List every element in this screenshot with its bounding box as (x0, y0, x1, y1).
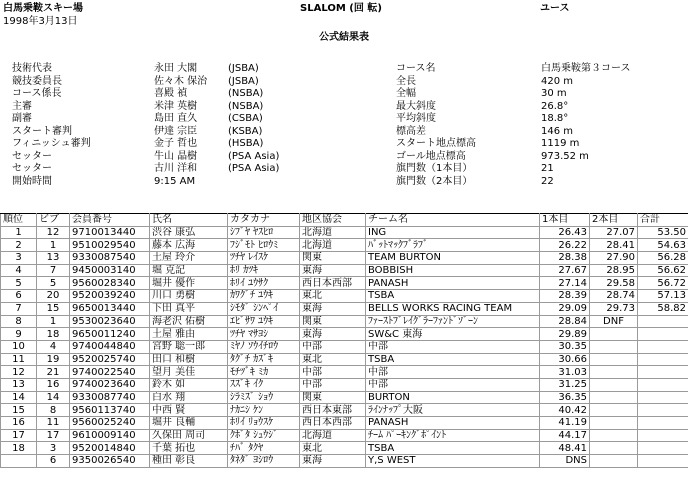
official-name: 喜殿 禎 (154, 88, 188, 99)
header-member-no: 会員番号 (70, 214, 150, 227)
cell-bib: 1 (37, 239, 70, 252)
course-label: 全幅 (396, 88, 416, 99)
cell-run2 (590, 378, 638, 391)
course-label: 最大斜度 (396, 100, 436, 112)
cell-run1: 31.25 (540, 378, 590, 391)
results-table (0, 213, 688, 468)
cell-bib: 1 (37, 315, 70, 328)
table-row (1, 252, 688, 265)
course-value: 30 m (541, 88, 567, 99)
cell-name: 千葉 拓也 (150, 442, 228, 455)
cell-total: 53.50 (638, 226, 688, 239)
cell-name: 土屋 玲介 (150, 252, 228, 265)
course-value: 22 (541, 175, 554, 187)
cell-run1: 26.43 (540, 226, 590, 239)
cell-total (638, 315, 688, 328)
cell-katakana: ﾎﾘｲ ﾘｮｳｽｹ (228, 417, 300, 430)
table-row (1, 340, 688, 353)
table-row (1, 417, 688, 430)
cell-total (638, 340, 688, 353)
cell-rank: 9 (1, 328, 37, 341)
cell-run2 (590, 391, 638, 404)
cell-katakana: ｶﾜｸﾞﾁ ﾕｳｷ (228, 290, 300, 303)
cell-rank: 2 (1, 239, 37, 252)
table-row (1, 391, 688, 404)
official-org: (KSBA) (228, 125, 263, 137)
official-role: 副審 (12, 113, 32, 124)
cell-member-no: 9740022540 (70, 366, 150, 379)
cell-total: 54.63 (638, 239, 688, 252)
cell-katakana: ｼﾗﾐｽﾞ ｼｮｳ (228, 391, 300, 404)
cell-region: 西日本西部 (300, 277, 366, 290)
cell-katakana: ｽｽﾞｷ ｲｸ (228, 378, 300, 391)
table-row (1, 404, 688, 417)
cell-team: TSBA (366, 353, 540, 366)
cell-team: TSBA (366, 442, 540, 455)
table-row (1, 277, 688, 290)
official-org: (HSBA) (228, 138, 264, 149)
cell-rank (1, 455, 37, 468)
official-role: コース係長 (12, 88, 62, 99)
course-row (0, 101, 688, 114)
cell-region: 北海道 (300, 429, 366, 442)
cell-member-no: 9740044840 (70, 340, 150, 353)
cell-member-no: 9650011240 (70, 328, 150, 341)
cell-member-no: 9330087540 (70, 252, 150, 265)
cell-bib: 13 (37, 252, 70, 265)
cell-member-no: 9520039240 (70, 290, 150, 303)
cell-region: 東海 (300, 328, 366, 341)
cell-bib: 14 (37, 391, 70, 404)
cell-name: 中西 賢 (150, 404, 228, 417)
table-row (1, 290, 688, 303)
course-label: ゴール地点標高 (396, 150, 466, 162)
course-value: 白馬乗鞍第３コース (541, 63, 631, 74)
table-row (1, 302, 688, 315)
cell-team: BOBBISH (366, 264, 540, 277)
cell-rank: 15 (1, 404, 37, 417)
cell-total: 56.72 (638, 277, 688, 290)
cell-team: TSBA (366, 290, 540, 303)
official-name: 牛山 晶樹 (154, 150, 198, 162)
cell-name: 白水 翔 (150, 391, 228, 404)
table-row (1, 315, 688, 328)
cell-team: 中部 (366, 378, 540, 391)
cell-team: BURTON (366, 391, 540, 404)
cell-rank: 13 (1, 378, 37, 391)
cell-member-no: 9350026540 (70, 455, 150, 468)
cell-rank: 16 (1, 417, 37, 430)
cell-run1: 40.42 (540, 404, 590, 417)
header-run1: 1本目 (540, 214, 590, 227)
cell-name: 堀井 良輔 (150, 417, 228, 430)
cell-rank: 7 (1, 302, 37, 315)
cell-member-no: 9520025740 (70, 353, 150, 366)
cell-katakana: ﾀｸﾞﾁ ｶｽﾞｷ (228, 353, 300, 366)
official-name: 米津 英樹 (154, 100, 198, 112)
cell-total (638, 366, 688, 379)
table-row (1, 429, 688, 442)
cell-name: 望月 美佳 (150, 366, 228, 379)
cell-region: 東海 (300, 455, 366, 468)
cell-run2 (590, 404, 638, 417)
cell-team: ﾊﾞｯﾄﾏｯｸﾌﾞﾗﾌﾞ (366, 239, 540, 252)
category-label: ユース (540, 3, 570, 14)
header-region: 地区協会 (300, 214, 366, 227)
cell-bib: 17 (37, 429, 70, 442)
cell-name: 宮野 聡一郎 (150, 340, 228, 353)
header-total: 合計 (638, 214, 688, 227)
cell-name: 種田 彰良 (150, 455, 228, 468)
cell-name: 川口 勇樹 (150, 290, 228, 303)
course-value: 1119 m (541, 138, 580, 149)
event-title: SLALOM (回 転) (300, 3, 382, 14)
cell-member-no: 9530023640 (70, 315, 150, 328)
cell-total: 58.82 (638, 302, 688, 315)
cell-katakana: ﾁﾊﾞ ﾀｸﾔ (228, 442, 300, 455)
table-row (1, 455, 688, 468)
cell-katakana: ﾂﾁﾔ ﾏｻﾖｼ (228, 328, 300, 341)
cell-run1: 29.09 (540, 302, 590, 315)
cell-rank: 12 (1, 366, 37, 379)
cell-rank: 6 (1, 290, 37, 303)
cell-region: 東北 (300, 353, 366, 366)
cell-team: SW&C 東海 (366, 328, 540, 341)
cell-region: 東北 (300, 442, 366, 455)
table-header-row (1, 214, 688, 227)
official-org: (NSBA) (228, 88, 264, 99)
cell-bib: 3 (37, 442, 70, 455)
course-value: 21 (541, 163, 554, 174)
cell-member-no: 9710013440 (70, 226, 150, 239)
cell-katakana: ｴﾋﾞｻﾜ ﾕｳｷ (228, 315, 300, 328)
table-row (1, 353, 688, 366)
cell-rank: 11 (1, 353, 37, 366)
official-org: (CSBA) (228, 113, 263, 124)
cell-total (638, 328, 688, 341)
cell-rank: 10 (1, 340, 37, 353)
official-org: (PSA Asia) (228, 150, 280, 162)
cell-run2: 29.73 (590, 302, 638, 315)
official-role: スタート審判 (12, 125, 72, 137)
cell-run2 (590, 340, 638, 353)
course-value: 973.52 m (541, 150, 589, 162)
official-name: 古川 洋和 (154, 163, 198, 174)
cell-run2 (590, 455, 638, 468)
cell-name: 堀井 優作 (150, 277, 228, 290)
cell-bib: 4 (37, 340, 70, 353)
cell-member-no: 9510029540 (70, 239, 150, 252)
cell-run1: 27.67 (540, 264, 590, 277)
cell-katakana: ｼﾌﾞﾔ ﾔｽﾋﾛ (228, 226, 300, 239)
cell-run2 (590, 328, 638, 341)
cell-team: ﾁｰﾑ ﾊﾟｰｷﾝｸﾞﾎﾟｲﾝﾄ (366, 429, 540, 442)
cell-bib: 16 (37, 378, 70, 391)
cell-run2 (590, 429, 638, 442)
cell-total (638, 417, 688, 430)
cell-team: 中部 (366, 340, 540, 353)
cell-total: 56.28 (638, 252, 688, 265)
cell-name: 堀 克記 (150, 264, 228, 277)
cell-member-no: 9520014840 (70, 442, 150, 455)
cell-name: 藤本 広海 (150, 239, 228, 252)
official-role: 技術代表 (12, 63, 52, 74)
cell-run1: DNS (540, 455, 590, 468)
cell-run2 (590, 417, 638, 430)
cell-run2: 27.90 (590, 252, 638, 265)
cell-bib: 12 (37, 226, 70, 239)
table-row (1, 264, 688, 277)
cell-rank: 8 (1, 315, 37, 328)
header-katakana: カタカナ (228, 214, 300, 227)
cell-run1: 26.22 (540, 239, 590, 252)
cell-rank: 4 (1, 264, 37, 277)
course-label: 全長 (396, 75, 416, 87)
cell-total (638, 353, 688, 366)
official-role: セッター (12, 150, 52, 162)
header-rank: 順位 (1, 214, 37, 227)
cell-bib: 19 (37, 353, 70, 366)
cell-member-no: 9560025240 (70, 417, 150, 430)
cell-team: ﾌｧｰｽﾄﾌﾞﾚｲｸﾞﾗｰﾌｧﾝﾄﾞｿﾞｰﾝ (366, 315, 540, 328)
official-org: (PSA Asia) (228, 163, 280, 174)
cell-run1: 30.66 (540, 353, 590, 366)
cell-run2 (590, 366, 638, 379)
cell-bib: 7 (37, 264, 70, 277)
official-name: 佐々木 保治 (154, 75, 208, 87)
course-label: 標高差 (396, 125, 426, 137)
official-name: 伊達 宗臣 (154, 125, 198, 137)
table-row (1, 366, 688, 379)
official-role: セッター (12, 163, 52, 174)
course-value: 146 m (541, 125, 574, 137)
cell-run2: DNF (590, 315, 638, 328)
cell-rank: 18 (1, 442, 37, 455)
cell-run1: 29.89 (540, 328, 590, 341)
header-run2: 2本目 (590, 214, 638, 227)
cell-run1: 44.17 (540, 429, 590, 442)
cell-total (638, 404, 688, 417)
cell-team: ﾗｲﾝﾅｯﾌﾟ大阪 (366, 404, 540, 417)
cell-member-no: 9740023640 (70, 378, 150, 391)
course-label: 旗門数（1本目） (396, 163, 473, 174)
cell-member-no: 9560113740 (70, 404, 150, 417)
cell-region: 西日本東部 (300, 404, 366, 417)
course-label: コース名 (396, 63, 436, 74)
cell-rank: 3 (1, 252, 37, 265)
cell-run1: 36.35 (540, 391, 590, 404)
cell-name: 田口 和樹 (150, 353, 228, 366)
cell-name: 海老沢 佑樹 (150, 315, 228, 328)
cell-bib: 11 (37, 417, 70, 430)
cell-member-no: 9650013440 (70, 302, 150, 315)
course-row (0, 176, 688, 189)
cell-run1: 28.38 (540, 252, 590, 265)
cell-total (638, 429, 688, 442)
cell-team: Y,S WEST (366, 455, 540, 468)
cell-region: 北海道 (300, 226, 366, 239)
course-row (0, 126, 688, 139)
cell-rank: 17 (1, 429, 37, 442)
table-row (1, 328, 688, 341)
cell-bib: 18 (37, 328, 70, 341)
course-value: 420 m (541, 75, 574, 87)
event-date: 1998年3月13日 (3, 16, 78, 27)
cell-member-no: 9450003140 (70, 264, 150, 277)
official-name: 島田 直久 (154, 113, 198, 124)
cell-bib: 5 (37, 277, 70, 290)
cell-bib: 21 (37, 366, 70, 379)
cell-region: 中部 (300, 366, 366, 379)
cell-rank: 1 (1, 226, 37, 239)
course-label: スタート地点標高 (396, 138, 476, 149)
cell-name: 鈴木 如 (150, 378, 228, 391)
cell-katakana: ﾀﾈﾀﾞ ﾖｼﾛｳ (228, 455, 300, 468)
cell-katakana: ﾓﾁﾂﾞｷ ﾐｶ (228, 366, 300, 379)
cell-run2: 27.07 (590, 226, 638, 239)
cell-team: TEAM BURTON (366, 252, 540, 265)
cell-member-no: 9560028340 (70, 277, 150, 290)
cell-name: 下田 真平 (150, 302, 228, 315)
cell-run2: 28.41 (590, 239, 638, 252)
cell-region: 北海道 (300, 239, 366, 252)
course-value: 18.8° (541, 113, 569, 124)
course-row (0, 76, 688, 89)
cell-name: 土屋 雅由 (150, 328, 228, 341)
course-row (0, 88, 688, 101)
official-name: 金子 哲也 (154, 138, 198, 149)
course-row (0, 113, 688, 126)
cell-katakana: ﾂﾁﾔ ﾚｲｽｹ (228, 252, 300, 265)
table-row (1, 239, 688, 252)
cell-bib: 20 (37, 290, 70, 303)
official-role: 競技委員長 (12, 75, 62, 87)
header-bib: ビブ (37, 214, 70, 227)
course-row (0, 163, 688, 176)
course-row (0, 151, 688, 164)
table-row (1, 442, 688, 455)
cell-total: 57.13 (638, 290, 688, 303)
course-label: 平均斜度 (396, 113, 436, 124)
header-name: 氏名 (150, 214, 228, 227)
cell-run1: 41.19 (540, 417, 590, 430)
cell-rank: 14 (1, 391, 37, 404)
cell-team: BELLS WORKS RACING TEAM (366, 302, 540, 315)
cell-team: 中部 (366, 366, 540, 379)
course-value: 26.8° (541, 100, 569, 112)
official-name: 9:15 AM (154, 175, 196, 187)
header-team: チーム名 (366, 214, 540, 227)
cell-katakana: ｼﾓﾀﾞ ｼﾝﾍﾟｲ (228, 302, 300, 315)
cell-region: 東海 (300, 302, 366, 315)
course-row (0, 138, 688, 151)
official-org: (JSBA) (228, 63, 259, 74)
table-body (1, 226, 688, 467)
cell-katakana: ﾅｶﾆｼ ｹﾝ (228, 404, 300, 417)
cell-bib: 6 (37, 455, 70, 468)
cell-name: 渋谷 康弘 (150, 226, 228, 239)
cell-total (638, 391, 688, 404)
table-row (1, 378, 688, 391)
cell-bib: 8 (37, 404, 70, 417)
cell-katakana: ﾎﾘｲ ﾕｳｻｸ (228, 277, 300, 290)
cell-run1: 31.03 (540, 366, 590, 379)
cell-member-no: 9610009140 (70, 429, 150, 442)
cell-team: ING (366, 226, 540, 239)
cell-run1: 30.35 (540, 340, 590, 353)
course-row (0, 63, 688, 76)
cell-run2: 29.58 (590, 277, 638, 290)
cell-team: PANASH (366, 277, 540, 290)
cell-team: PANASH (366, 417, 540, 430)
cell-katakana: ﾌｼﾞﾓﾄ ﾋﾛｳﾐ (228, 239, 300, 252)
cell-region: 中部 (300, 378, 366, 391)
cell-run2 (590, 353, 638, 366)
cell-katakana: ﾎﾘ ｶﾂｷ (228, 264, 300, 277)
cell-region: 東北 (300, 290, 366, 303)
cell-rank: 5 (1, 277, 37, 290)
table-row (1, 226, 688, 239)
official-role: 主審 (12, 100, 32, 112)
cell-total (638, 442, 688, 455)
cell-region: 中部 (300, 340, 366, 353)
official-role: 開始時間 (12, 175, 52, 187)
official-role: フィニッシュ審判 (12, 138, 91, 149)
cell-name: 久保田 周司 (150, 429, 228, 442)
official-org: (NSBA) (228, 100, 264, 112)
cell-region: 関東 (300, 252, 366, 265)
course-label: 旗門数（2本目） (396, 175, 473, 187)
cell-region: 関東 (300, 315, 366, 328)
cell-run1: 28.84 (540, 315, 590, 328)
official-org: (JSBA) (228, 75, 259, 87)
official-name: 永田 大閣 (154, 63, 198, 74)
cell-member-no: 9330087740 (70, 391, 150, 404)
cell-run2 (590, 442, 638, 455)
cell-region: 東海 (300, 264, 366, 277)
cell-run2: 28.95 (590, 264, 638, 277)
cell-run1: 27.14 (540, 277, 590, 290)
cell-region: 西日本西部 (300, 417, 366, 430)
cell-region: 関東 (300, 391, 366, 404)
cell-run1: 48.41 (540, 442, 590, 455)
cell-katakana: ﾐﾔﾉ ｿｳｲﾁﾛｳ (228, 340, 300, 353)
cell-bib: 15 (37, 302, 70, 315)
cell-run1: 28.39 (540, 290, 590, 303)
cell-total (638, 455, 688, 468)
cell-total: 56.62 (638, 264, 688, 277)
cell-total (638, 378, 688, 391)
venue-title: 白馬乗鞍スキー場 (3, 3, 83, 14)
official-results-title: 公式結果表 (319, 32, 369, 43)
cell-katakana: ｸﾎﾞﾀ ｼｭｳｼﾞ (228, 429, 300, 442)
cell-run2: 28.74 (590, 290, 638, 303)
